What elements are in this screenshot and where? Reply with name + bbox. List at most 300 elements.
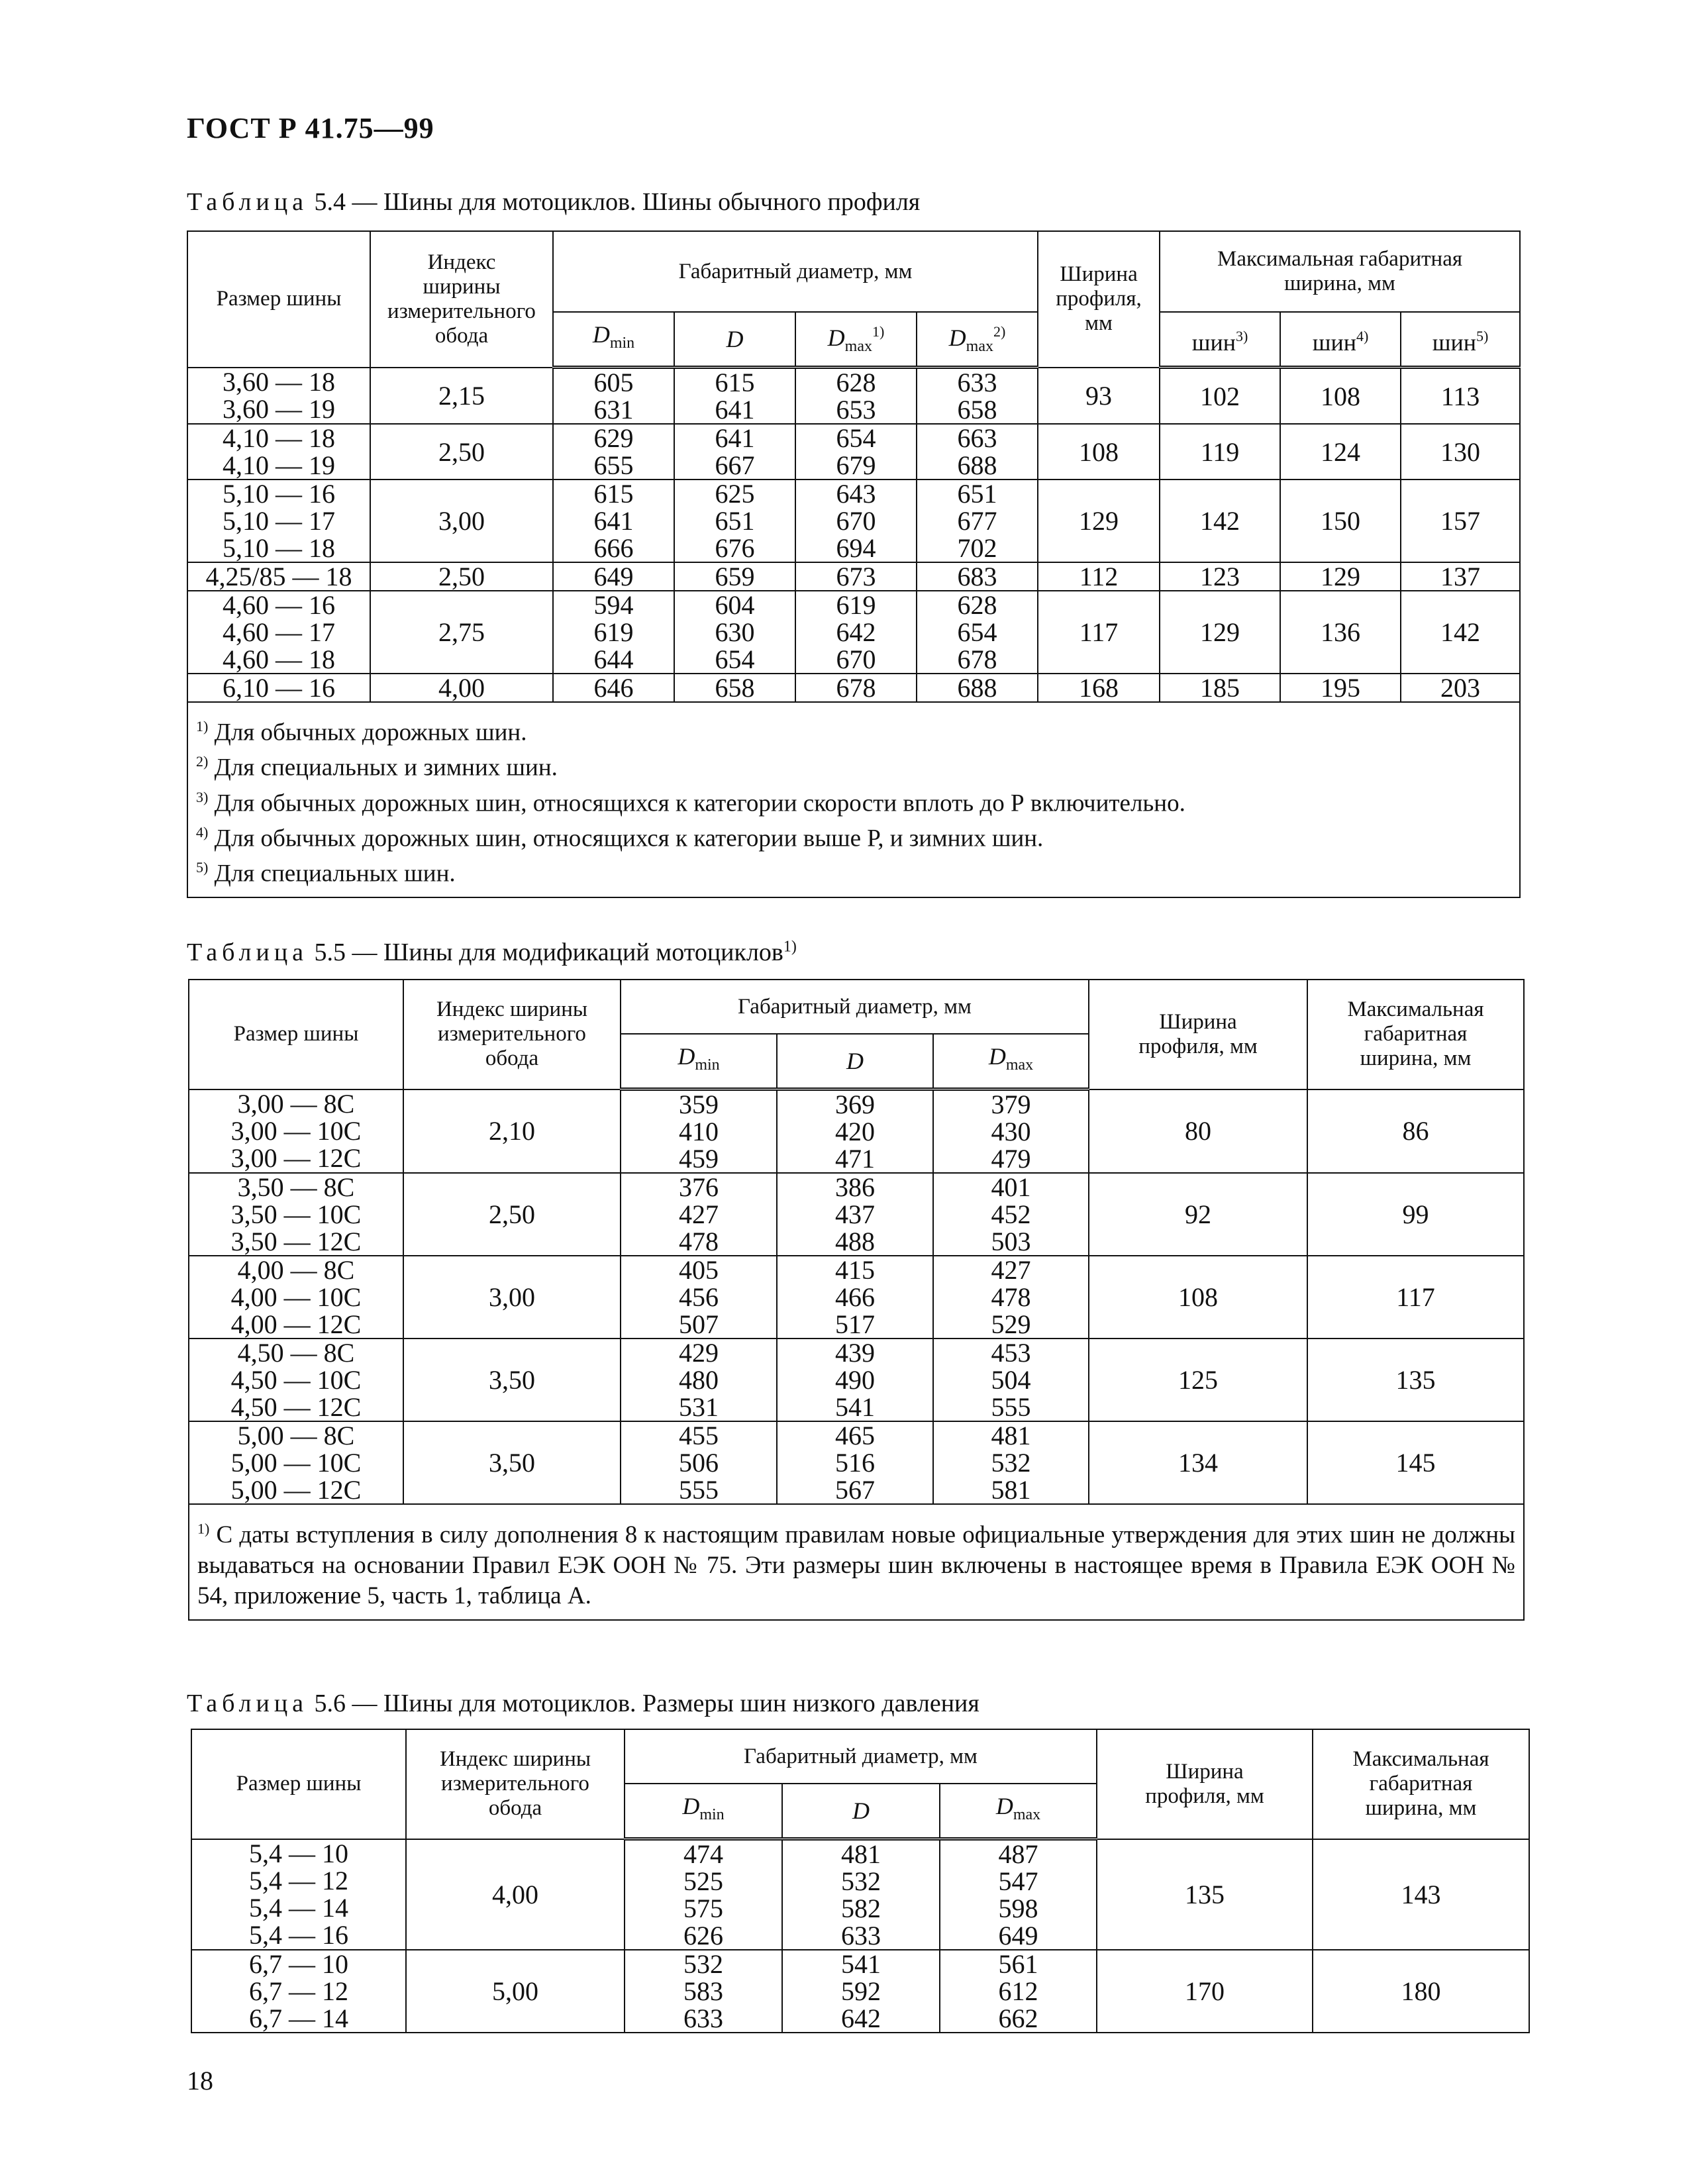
d-max-value: 581	[991, 1475, 1031, 1504]
d-max-1	[795, 591, 917, 674]
tire-size	[189, 1089, 403, 1174]
caption-text: 5.4 — Шины для мотоциклов. Шины обычного профиля	[308, 188, 921, 216]
d-min	[621, 1339, 777, 1421]
max-width-shin-3: 185	[1160, 674, 1280, 702]
max-overall-width: 117	[1307, 1256, 1524, 1339]
d-max-1-value: 628	[836, 368, 876, 397]
d-min-value: 575	[683, 1894, 723, 1923]
profile-width: 168	[1038, 674, 1160, 702]
d-nominal-value: 541	[835, 1392, 875, 1421]
tire-size-value: 3,60 — 19	[223, 394, 335, 424]
tire-size	[187, 424, 370, 480]
d-nominal-value: 386	[835, 1173, 875, 1202]
d-max-2	[917, 424, 1038, 480]
d-min-value: 619	[593, 617, 634, 647]
max-overall-width: 99	[1307, 1173, 1524, 1256]
header-shin-3: шин$^{3)}$	[1160, 312, 1280, 368]
tire-size-value: 4,50 — 12С	[230, 1392, 362, 1421]
d-max-value: 532	[991, 1448, 1031, 1478]
d-nominal-value: 658	[715, 674, 755, 702]
d-nominal	[674, 562, 795, 591]
d-nominal-value: 625	[715, 480, 755, 509]
d-max-value: 487	[998, 1839, 1038, 1869]
max-width-shin-4: 195	[1280, 674, 1401, 702]
tire-size	[189, 1173, 403, 1256]
d-min-value: 456	[679, 1282, 719, 1312]
d-min	[621, 1173, 777, 1256]
d-nominal	[674, 424, 795, 480]
d-min	[553, 424, 674, 480]
d-min	[621, 1421, 777, 1504]
d-min-value: 626	[683, 1921, 723, 1950]
d-min-value: 410	[679, 1117, 719, 1146]
d-max-1	[795, 368, 917, 425]
d-max-2-value: 677	[957, 506, 997, 536]
tire-size-value: 3,60 — 18	[223, 367, 335, 397]
table-5-5-caption	[187, 938, 797, 967]
tire-size-value: 6,7 — 14	[249, 2003, 348, 2033]
d-nominal-value: 532	[841, 1866, 881, 1896]
tire-size	[187, 562, 370, 591]
profile-width: 117	[1038, 591, 1160, 674]
d-min	[621, 1089, 777, 1174]
d-max-value: 555	[991, 1392, 1031, 1421]
tire-size-value: 5,4 — 10	[249, 1839, 348, 1869]
header-diameter: Габаритный диаметр, мм	[553, 231, 1038, 312]
d-max-1-value: 642	[836, 617, 876, 647]
d-max-value: 452	[991, 1199, 1031, 1229]
profile-width: 134	[1089, 1421, 1307, 1504]
header-dmin: $D_{min}$	[553, 312, 674, 368]
tire-size-value: 6,10 — 16	[223, 674, 335, 702]
table-5-4-notes	[187, 702, 1520, 897]
caption-lead: Таблица	[187, 1690, 309, 1717]
max-width-shin-4: 136	[1280, 591, 1401, 674]
d-max-2-value: 628	[957, 591, 997, 620]
max-overall-width: 143	[1313, 1839, 1529, 1950]
tire-size	[189, 1256, 403, 1339]
d-min-value: 376	[679, 1173, 719, 1202]
d-max-1	[795, 674, 917, 702]
d-nominal	[674, 591, 795, 674]
d-max	[940, 1950, 1097, 2033]
profile-width: 93	[1038, 368, 1160, 425]
d-max-2-value: 651	[957, 480, 997, 509]
header-shin-4: шин$^{4)}$	[1280, 312, 1401, 368]
table-5-4	[187, 230, 1521, 898]
d-nominal	[777, 1421, 933, 1504]
header-rim-index: Индекс ширины измерительного обода	[406, 1729, 625, 1839]
rim-width-index: 5,00	[406, 1950, 625, 2033]
d-min-value: 633	[683, 2003, 723, 2033]
footnote: $^{1)}$ С даты вступления в силу дополнения 8 к настоящим правилам новые официальные утверждения для этих шин не должны выдаваться на основании Правил ЕЭК ООН № 75. Эти размеры шин включены в настоящее время в Правила ЕЭК ООН № 54, приложение 5, часть 1, таблица А.	[197, 1521, 1515, 1610]
d-max-1-value: 670	[836, 506, 876, 536]
tire-size-value: 3,50 — 12С	[230, 1227, 362, 1256]
table-row	[191, 1839, 1529, 1950]
header-diameter: Габаритный диаметр, мм	[625, 1729, 1097, 1784]
d-nominal-value: 651	[715, 506, 755, 536]
header-dmin: $D_{min}$	[621, 1034, 777, 1089]
page-number: 18	[187, 2066, 213, 2096]
d-nominal-value: 633	[841, 1921, 881, 1950]
tire-size-value: 4,10 — 18	[223, 424, 335, 453]
tire-size-value: 4,60 — 17	[223, 617, 335, 647]
header-d: D	[777, 1034, 933, 1089]
tire-size-value: 5,10 — 16	[223, 480, 335, 509]
caption-lead: Таблица	[187, 938, 309, 966]
rim-width-index: 4,00	[370, 674, 553, 702]
header-profile-width: Ширина профиля, мм	[1097, 1729, 1313, 1839]
caption-lead: Таблица	[187, 188, 309, 216]
d-max	[933, 1421, 1089, 1504]
tire-size	[189, 1339, 403, 1421]
d-nominal-value: 567	[835, 1475, 875, 1504]
table-row	[187, 674, 1520, 702]
d-nominal-value: 582	[841, 1894, 881, 1923]
tire-size	[187, 674, 370, 702]
rim-width-index: 3,00	[403, 1256, 621, 1339]
max-width-shin-4: 124	[1280, 424, 1401, 480]
d-max-value: 529	[991, 1309, 1031, 1339]
tire-size	[187, 368, 370, 425]
table-row	[187, 562, 1520, 591]
d-nominal-value: 676	[715, 533, 755, 562]
d-min-value: 532	[683, 1950, 723, 1979]
d-min-value: 555	[679, 1475, 719, 1504]
d-nominal-value: 642	[841, 2003, 881, 2033]
max-overall-width: 86	[1307, 1089, 1524, 1174]
d-nominal-value: 641	[715, 395, 755, 424]
d-min	[553, 591, 674, 674]
tire-size-value: 4,10 — 19	[223, 450, 335, 480]
d-nominal-value: 654	[715, 644, 755, 674]
d-min-value: 531	[679, 1392, 719, 1421]
d-min-value: 525	[683, 1866, 723, 1896]
d-max	[940, 1839, 1097, 1950]
table-5-6	[191, 1729, 1530, 2033]
d-max-value: 453	[991, 1339, 1031, 1368]
header-rim-index: Индекс ширины измерительного обода	[370, 231, 553, 368]
d-max-value: 503	[991, 1227, 1031, 1256]
header-dmax: $D_{max}$	[933, 1034, 1089, 1089]
tire-size-value: 4,00 — 12С	[230, 1309, 362, 1339]
d-min-value: 507	[679, 1309, 719, 1339]
d-max-2	[917, 368, 1038, 425]
tire-size-value: 5,00 — 12С	[230, 1475, 362, 1504]
header-dmax-1: $D_{max}^{1)}$	[795, 312, 917, 368]
footnote: $^{2)}$ Для специальных и зимних шин.	[196, 753, 558, 782]
d-min-value: 474	[683, 1839, 723, 1869]
header-profile-width: Ширина профиля, мм	[1038, 231, 1160, 368]
d-max-value: 598	[998, 1894, 1038, 1923]
tire-size-value: 4,00 — 8С	[237, 1256, 355, 1285]
max-width-shin-4: 150	[1280, 480, 1401, 562]
table-row	[187, 480, 1520, 562]
d-max-1	[795, 562, 917, 591]
d-nominal-value: 659	[715, 562, 755, 591]
header-max-width: Максимальная габаритная ширина, мм	[1313, 1729, 1529, 1839]
tire-size-value: 4,50 — 10С	[230, 1365, 362, 1395]
d-max	[933, 1089, 1089, 1174]
d-min-value: 429	[679, 1339, 719, 1368]
tire-size-value: 5,4 — 16	[249, 1920, 348, 1950]
table-5-5-note	[189, 1504, 1524, 1620]
max-overall-width: 180	[1313, 1950, 1529, 2033]
header-rim-index: Индекс ширины измерительного обода	[403, 980, 621, 1089]
caption-footnote-mark: 1)	[783, 938, 797, 956]
d-max-1-value: 694	[836, 533, 876, 562]
d-max-2-value: 683	[957, 562, 997, 591]
max-width-shin-5: 113	[1401, 368, 1520, 425]
rim-width-index: 3,50	[403, 1421, 621, 1504]
d-max-value: 561	[998, 1950, 1038, 1979]
d-min-value: 359	[679, 1089, 719, 1119]
d-max-1-value: 653	[836, 395, 876, 424]
tire-size-value: 3,00 — 8С	[237, 1089, 355, 1119]
d-max-value: 478	[991, 1282, 1031, 1312]
max-width-shin-5: 203	[1401, 674, 1520, 702]
tire-size-value: 5,00 — 8С	[237, 1421, 355, 1450]
rim-width-index: 2,10	[403, 1089, 621, 1174]
d-max-value: 427	[991, 1256, 1031, 1285]
d-max-1-value: 643	[836, 480, 876, 509]
d-min-value: 646	[593, 674, 634, 702]
d-max-value: 401	[991, 1173, 1031, 1202]
rim-width-index: 2,15	[370, 368, 553, 425]
max-overall-width: 145	[1307, 1421, 1524, 1504]
table-row	[187, 591, 1520, 674]
d-max-2	[917, 480, 1038, 562]
rim-width-index: 3,00	[370, 480, 553, 562]
max-width-shin-4: 129	[1280, 562, 1401, 591]
d-min	[625, 1950, 782, 2033]
tire-size-value: 3,50 — 10С	[230, 1199, 362, 1229]
d-max-2	[917, 562, 1038, 591]
rim-width-index: 3,50	[403, 1339, 621, 1421]
d-max-1-value: 670	[836, 644, 876, 674]
header-max-width: Максимальная габаритная ширина, мм	[1160, 231, 1520, 312]
d-max-2-value: 678	[957, 644, 997, 674]
rim-width-index: 2,50	[370, 424, 553, 480]
header-dmax-2: $D_{max}^{2)}$	[917, 312, 1038, 368]
d-nominal-value: 490	[835, 1365, 875, 1395]
d-min-value: 615	[593, 480, 634, 509]
d-nominal	[782, 1839, 940, 1950]
max-width-shin-3: 142	[1160, 480, 1280, 562]
tire-size	[187, 591, 370, 674]
d-max	[933, 1173, 1089, 1256]
d-nominal-value: 667	[715, 450, 755, 480]
d-min	[553, 368, 674, 425]
d-min-value: 631	[593, 395, 634, 424]
d-max-2	[917, 674, 1038, 702]
table-row	[187, 424, 1520, 480]
d-min-value: 427	[679, 1199, 719, 1229]
d-min-value: 405	[679, 1256, 719, 1285]
d-min-value: 480	[679, 1365, 719, 1395]
max-width-shin-5: 137	[1401, 562, 1520, 591]
d-nominal-value: 592	[841, 1976, 881, 2006]
table-row	[189, 1339, 1524, 1421]
max-width-shin-3: 129	[1160, 591, 1280, 674]
max-width-shin-5: 157	[1401, 480, 1520, 562]
table-row	[189, 1089, 1524, 1174]
d-nominal	[674, 368, 795, 425]
max-width-shin-3: 102	[1160, 368, 1280, 425]
d-min-value: 605	[593, 368, 634, 397]
tire-size	[191, 1839, 406, 1950]
d-max-2	[917, 591, 1038, 674]
tire-size-value: 4,50 — 8С	[237, 1339, 355, 1368]
d-min-value: 649	[593, 562, 634, 591]
max-width-shin-3: 119	[1160, 424, 1280, 480]
d-max-1-value: 654	[836, 424, 876, 453]
d-nominal	[782, 1950, 940, 2033]
footnote: $^{1)}$ Для обычных дорожных шин.	[196, 718, 527, 746]
max-overall-width: 135	[1307, 1339, 1524, 1421]
tire-size-value: 5,00 — 10С	[230, 1448, 362, 1478]
d-nominal-value: 439	[835, 1339, 875, 1368]
profile-width: 80	[1089, 1089, 1307, 1174]
d-min-value: 459	[679, 1144, 719, 1173]
d-nominal	[777, 1256, 933, 1339]
header-size: Размер шины	[189, 980, 403, 1089]
tire-size-value: 4,25/85 — 18	[205, 562, 352, 591]
tire-size-value: 3,00 — 12С	[230, 1143, 362, 1173]
header-size: Размер шины	[191, 1729, 406, 1839]
header-diameter: Габаритный диаметр, мм	[621, 980, 1089, 1034]
d-min-value: 641	[593, 506, 634, 536]
max-width-shin-5: 142	[1401, 591, 1520, 674]
d-max-value: 662	[998, 2003, 1038, 2033]
d-nominal-value: 615	[715, 368, 755, 397]
d-nominal-value: 541	[841, 1950, 881, 1979]
footnote: $^{4)}$ Для обычных дорожных шин, относящихся к категории выше Р, и зимних шин.	[196, 823, 1044, 852]
rim-width-index: 4,00	[406, 1839, 625, 1950]
d-max-value: 547	[998, 1866, 1038, 1896]
rim-width-index: 2,50	[370, 562, 553, 591]
d-nominal-value: 437	[835, 1199, 875, 1229]
d-min	[625, 1839, 782, 1950]
header-dmin: $D_{min}$	[625, 1784, 782, 1839]
d-nominal	[674, 480, 795, 562]
tire-size-value: 4,60 — 16	[223, 591, 335, 620]
d-nominal-value: 516	[835, 1448, 875, 1478]
d-nominal-value: 420	[835, 1117, 875, 1146]
d-max-2-value: 688	[957, 674, 997, 702]
d-min-value: 455	[679, 1421, 719, 1450]
profile-width: 129	[1038, 480, 1160, 562]
table-row	[191, 1950, 1529, 2033]
table-5-5	[188, 979, 1525, 1621]
tire-size-value: 4,60 — 18	[223, 644, 335, 674]
d-max-1-value: 619	[836, 591, 876, 620]
d-min-value: 583	[683, 1976, 723, 2006]
document-header: ГОСТ Р 41.75—99	[187, 112, 434, 144]
table-row	[189, 1421, 1524, 1504]
header-shin-5: шин$^{5)}$	[1401, 312, 1520, 368]
d-max-value: 430	[991, 1117, 1031, 1146]
d-nominal-value: 369	[835, 1089, 875, 1119]
d-max-value: 481	[991, 1421, 1031, 1450]
d-nominal-value: 488	[835, 1227, 875, 1256]
rim-width-index: 2,50	[403, 1173, 621, 1256]
caption-text: 5.6 — Шины для мотоциклов. Размеры шин низкого давления	[308, 1690, 980, 1717]
table-5-6-caption	[187, 1689, 980, 1718]
header-max-width: Максимальная габаритная ширина, мм	[1307, 980, 1524, 1089]
d-max-2-value: 633	[957, 368, 997, 397]
profile-width: 170	[1097, 1950, 1313, 2033]
d-max-2-value: 654	[957, 617, 997, 647]
d-max-value: 504	[991, 1365, 1031, 1395]
max-width-shin-5: 130	[1401, 424, 1520, 480]
d-max-1-value: 673	[836, 562, 876, 591]
d-nominal	[777, 1173, 933, 1256]
d-min-value: 644	[593, 644, 634, 674]
rim-width-index: 2,75	[370, 591, 553, 674]
tire-size-value: 3,00 — 10С	[230, 1116, 362, 1146]
tire-size-value: 5,10 — 17	[223, 506, 335, 536]
caption-text: 5.5 — Шины для модификаций мотоциклов	[308, 938, 783, 966]
d-max	[933, 1256, 1089, 1339]
d-max-value: 479	[991, 1144, 1031, 1173]
d-nominal-value: 466	[835, 1282, 875, 1312]
footnote: $^{3)}$ Для обычных дорожных шин, относящихся к категории скорости вплоть до Р включительно.	[196, 788, 1185, 817]
tire-size-value: 3,50 — 8С	[237, 1173, 355, 1202]
max-width-shin-3: 123	[1160, 562, 1280, 591]
d-max	[933, 1339, 1089, 1421]
d-nominal-value: 471	[835, 1144, 875, 1173]
d-max-2-value: 688	[957, 450, 997, 480]
d-min	[553, 480, 674, 562]
d-nominal-value: 481	[841, 1839, 881, 1869]
tire-size	[191, 1950, 406, 2033]
profile-width: 92	[1089, 1173, 1307, 1256]
profile-width: 125	[1089, 1339, 1307, 1421]
d-min-value: 666	[593, 533, 634, 562]
profile-width: 108	[1089, 1256, 1307, 1339]
d-max-value: 379	[991, 1089, 1031, 1119]
d-min-value: 478	[679, 1227, 719, 1256]
header-size: Размер шины	[187, 231, 370, 368]
d-min-value: 629	[593, 424, 634, 453]
tire-size-value: 4,00 — 10С	[230, 1282, 362, 1312]
max-width-shin-4: 108	[1280, 368, 1401, 425]
d-max-value: 649	[998, 1921, 1038, 1950]
d-min	[553, 674, 674, 702]
d-max-1	[795, 480, 917, 562]
d-max-1	[795, 424, 917, 480]
profile-width: 135	[1097, 1839, 1313, 1950]
d-max-1-value: 678	[836, 674, 876, 702]
d-nominal-value: 415	[835, 1256, 875, 1285]
d-nominal	[674, 674, 795, 702]
table-5-4-caption	[187, 187, 920, 217]
d-nominal-value: 630	[715, 617, 755, 647]
d-nominal-value: 641	[715, 424, 755, 453]
d-max-1-value: 679	[836, 450, 876, 480]
d-nominal	[777, 1089, 933, 1174]
header-dmax: $D_{max}$	[940, 1784, 1097, 1839]
table-row	[189, 1173, 1524, 1256]
tire-size-value: 6,7 — 12	[249, 1976, 348, 2006]
d-max-2-value: 702	[957, 533, 997, 562]
d-min-value: 506	[679, 1448, 719, 1478]
table-row	[189, 1256, 1524, 1339]
tire-size	[189, 1421, 403, 1504]
d-min	[621, 1256, 777, 1339]
profile-width: 108	[1038, 424, 1160, 480]
